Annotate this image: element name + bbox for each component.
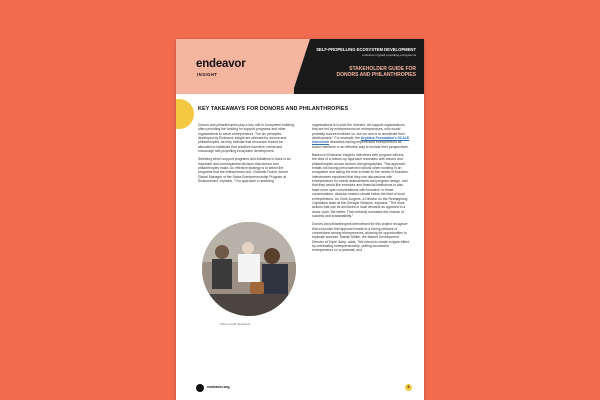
guide-title-line2: DONORS AND PHILANTHROPIES	[336, 72, 416, 78]
section-title: KEY TAKEAWAYS FOR DONORS AND PHILANTHROPIES	[198, 106, 349, 112]
right-paragraph-3: Donors and philanthropies interviewed for this project recognize that a founder-first approach leads to a strong network of connections among entrepreneurs, allowing for opportunities to replicate success. Mamie Müller, the Market Development Director at Triple Jump, adds, "We intend to create a ripple effect by celebrating entrepreneurship, putting successful entrepreneurs on a pedestal, and	[312, 222, 410, 253]
right-paragraph-1	[312, 123, 410, 149]
photo-caption: Photo credit: Endeavor	[220, 322, 251, 326]
left-paragraph-1: Donors and philanthropies play a key role in ecosystem building, often providing the funding for support programs and other organizations to serve entrepreneurs. The six principles developed by Endeavor Insight are relevant for donors and philanthropies, as they indicate that resources should be allocated to initiatives that prioritize founders' needs and encourage self-propelling ecosystem development.	[198, 123, 295, 154]
guide-title	[336, 66, 416, 78]
right-paragraph-2: Based on Endeavor Insight's interviews with program officers, the idea of a bottom-up approach resonates with donors and philanthropies across sectors and geographies. This approach entails not having preconceived notions when working in an ecosystem and taking the time to listen to the needs of founders. Interviewees explained that they use discussions with entrepreneurs for needs assessments and program design, and that they would like investors and financial institutions to also have more open conversations with founders. In these conversations, decision makers should follow the lead of local entrepreneurs. As Chris Jurgens, a Director on the Reimagining Capitalism team at the Omidyar Network, explains, "The more actions that can be anchored in local demand as opposed to a donor push, the better. That certainly increases the chance of success and sustainability."	[312, 153, 409, 218]
document-page	[176, 39, 424, 400]
right-paragraph-1-end: describes having experienced entrepreneurs as board members or an effective way to include their perspectives.	[312, 140, 409, 149]
guide-title-line1: STAKEHOLDER GUIDE FOR	[349, 66, 416, 72]
photo-illustration	[202, 222, 296, 316]
endeavor-mark-icon	[196, 384, 204, 392]
yellow-dot-decoration	[176, 99, 194, 129]
left-column	[198, 123, 296, 193]
scale-framework-link[interactable]: Argidius Foundation's SCALE framework	[312, 136, 410, 145]
right-paragraph-1-text: organizations is to pick the 'winners' we support organizations that are led by entrepreneurs for entrepreneurs, who would probably succeed without us, but our aim is to accelerate their development." For example, the	[312, 123, 405, 141]
left-paragraph-2: Selecting which support programs and initiatives to back is an important and consequential decision that donors and philanthropies make. An effective strategy is to select the programs that are entrepreneur-led. Charlotte Dutrut, former Global Manager of the Swiss Entrepreneurship Program at Swisscontact, explains, "Our approach in selecting	[198, 157, 291, 184]
header-kicker: SELF-PROPELLING ECOSYSTEM DEVELOPMENT	[316, 47, 416, 52]
logo-subtitle: INSIGHT	[197, 72, 218, 77]
footer-site-link[interactable]: endeavor.org	[207, 385, 230, 389]
right-column	[312, 123, 410, 393]
event-photo	[202, 222, 296, 316]
page-number-badge: 9	[405, 384, 412, 391]
header-kicker-url: endeavor.org/self-propelling-ecosystems	[362, 53, 416, 57]
endeavor-logo: endeavor	[196, 58, 246, 70]
